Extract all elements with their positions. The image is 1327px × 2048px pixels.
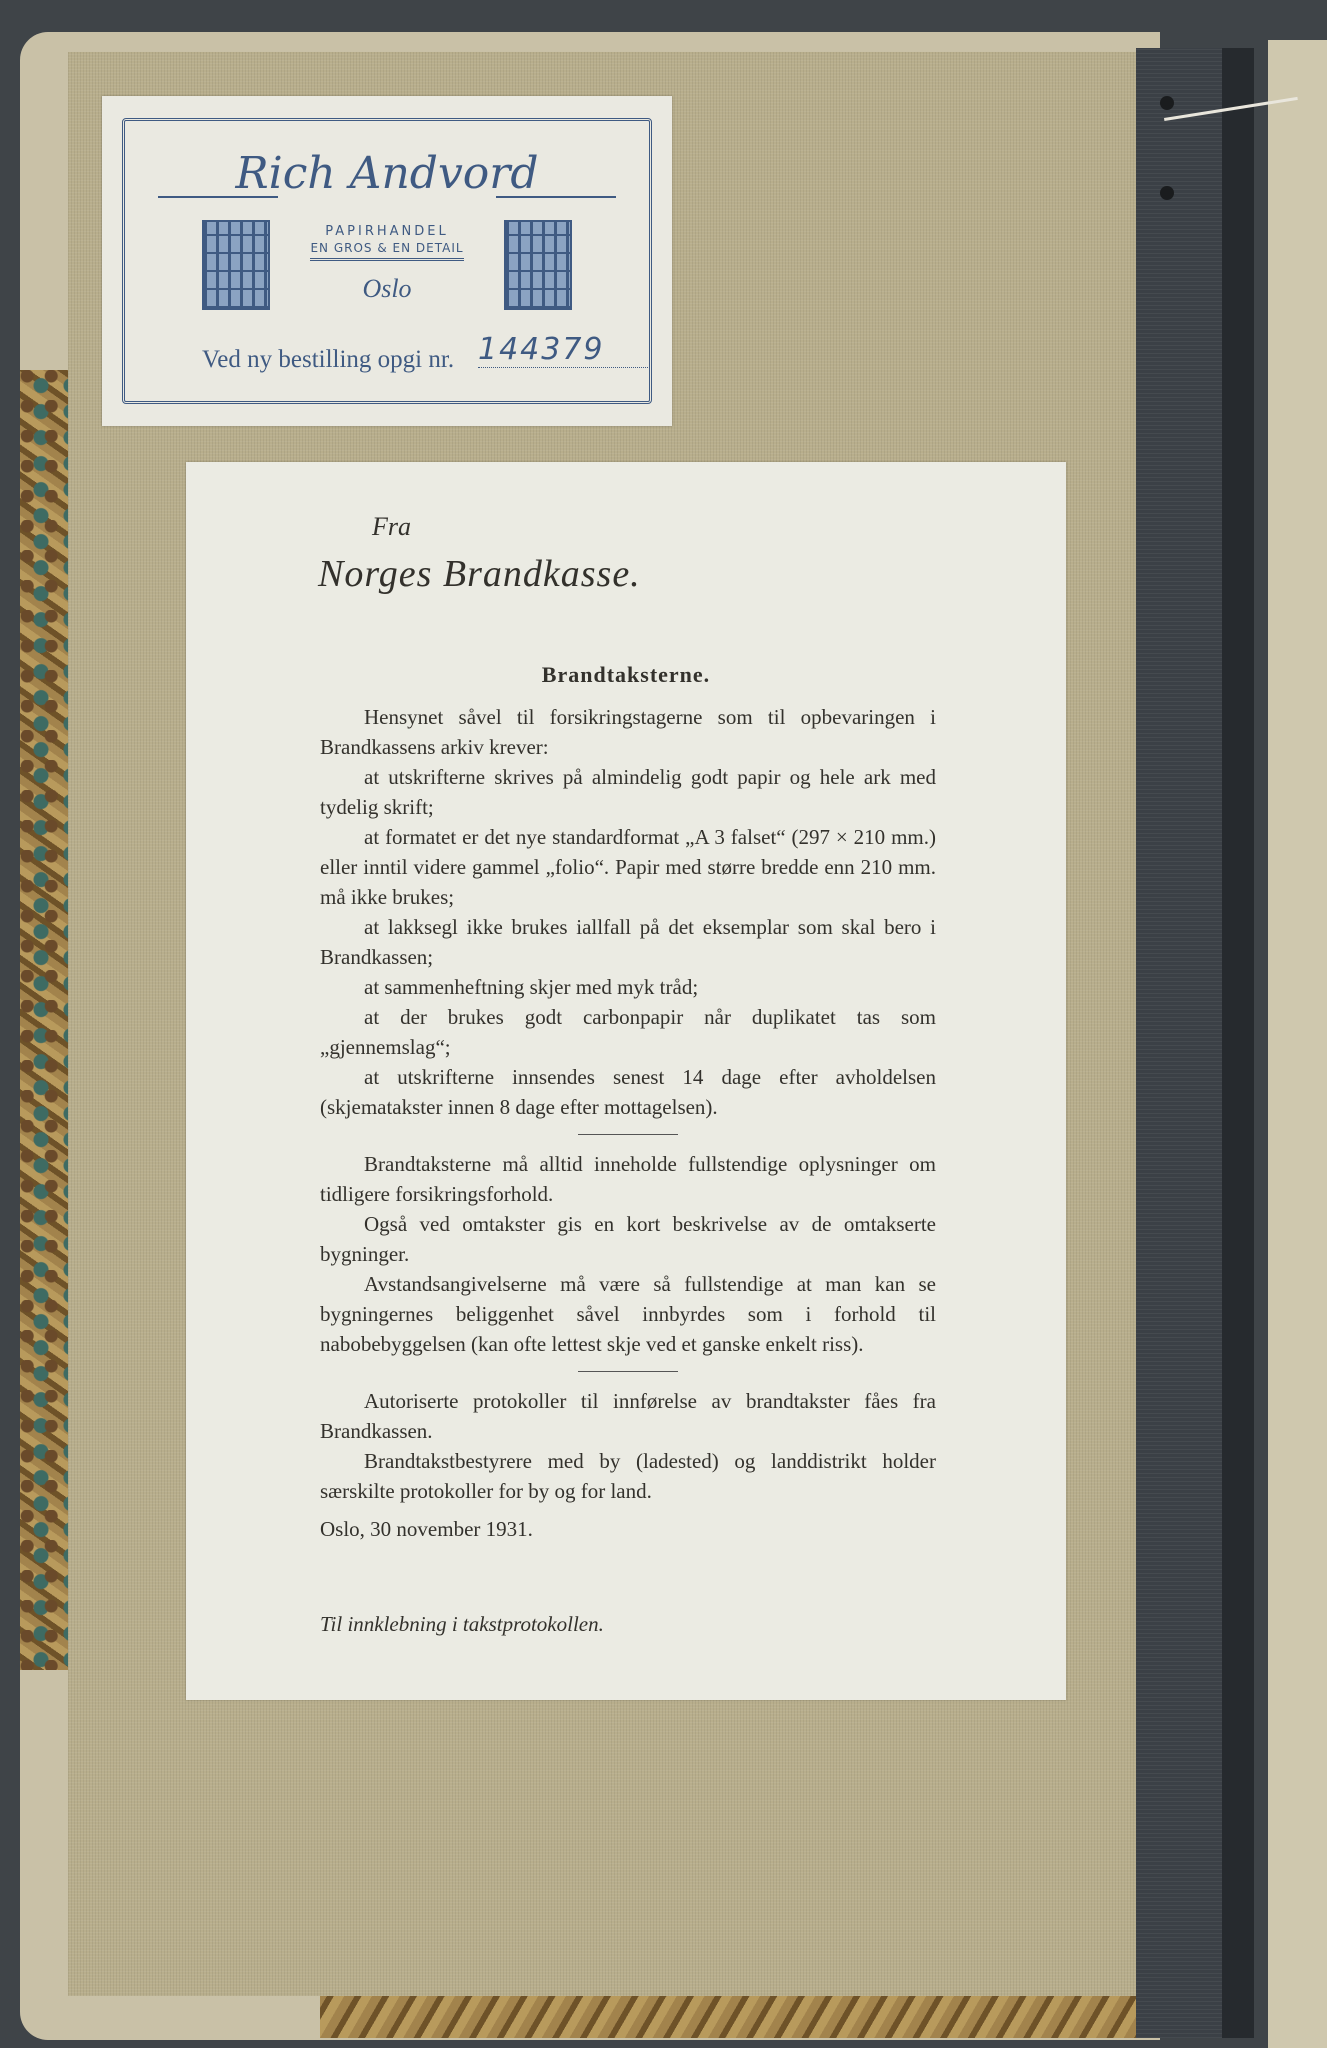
spine-stripe <box>1222 48 1254 2038</box>
notice-paragraph: Hensynet såvel til forsikringstagerne som til opbevaringen i Brandkassens arkiv krever: <box>320 705 936 759</box>
marbled-edge <box>20 370 68 1670</box>
notice-sheet <box>186 462 1066 1700</box>
marbled-bottom-edge <box>320 1990 1160 2038</box>
stationer-label <box>102 96 672 426</box>
thread-hole <box>1160 96 1174 110</box>
adjacent-page-edge <box>1268 40 1327 2048</box>
label-order-number: 144379 <box>478 332 648 368</box>
section-divider <box>578 1371 678 1372</box>
label-order-text: Ved ny bestilling opgi nr. <box>202 346 455 373</box>
notice-footer: Til innklebning i takstprotokollen. <box>320 1612 604 1636</box>
notice-body <box>320 702 936 1544</box>
notice-paragraph: at sammenheftning skjer med myk tråd; <box>364 975 699 999</box>
label-trade-line1: PAPIRHANDEL <box>325 224 449 239</box>
notice-paragraph: Også ved omtakster gis en kort beskrivelse av de omtakserte bygninger. <box>320 1212 936 1266</box>
notice-paragraph: Brandtaksterne må alltid inneholde fullstendige oplysninger om tidligere forsikringsforhold. <box>320 1152 936 1206</box>
section-divider <box>578 1134 678 1135</box>
notice-paragraph: at utskrifterne skrives på almindelig godt papir og hele ark med tydelig skrift; <box>320 765 936 819</box>
label-brand: Rich Andvord <box>235 148 539 199</box>
notice-paragraph: Autoriserte protokoller til innførelse av brandtakster fåes fra Brandkassen. <box>320 1389 936 1443</box>
notice-paragraph: at der brukes godt carbonpapir når duplikatet tas som „gjennemslag“; <box>320 1005 936 1059</box>
thread-hole <box>1160 186 1174 200</box>
notice-paragraph: at lakksegl ikke brukes iallfall på det eksemplar som skal bero i Brandkassen; <box>320 915 936 969</box>
notice-date: Oslo, 30 november 1931. <box>320 1517 533 1541</box>
label-trade-line2: EN GROS & EN DETAIL <box>310 240 463 261</box>
notice-issuer: Norges Brandkasse. <box>318 553 641 595</box>
notice-paragraph: at utskrifterne innsendes senest 14 dage efter avholdelsen (skjematakster innen 8 dage efter mottagelsen). <box>320 1065 936 1119</box>
notice-paragraph: at formatet er det nye standardformat „A 3 falset“ (297 × 210 mm.) eller inntil videre gammel „folio“. Papir med større bredde enn 210 mm. må ikke brukes; <box>320 825 936 909</box>
notice-paragraph: Avstandsangivelserne må være så fullstendige at man kan se bygningernes beliggenhet såvel innbyrdes som i forhold til nabobebyggelsen (kan ofte lettest skje ved et ganske enkelt riss). <box>320 1272 936 1356</box>
spine-binding <box>1136 48 1232 2038</box>
notice-from: Fra <box>372 512 411 541</box>
label-trade <box>102 224 672 261</box>
notice-heading: Brandtaksterne. <box>541 662 711 687</box>
label-city: Oslo <box>362 274 412 303</box>
notice-paragraph: Brandtakstbestyrere med by (ladested) og landdistrikt holder særskilte protokoller for by og for land. <box>320 1449 936 1503</box>
